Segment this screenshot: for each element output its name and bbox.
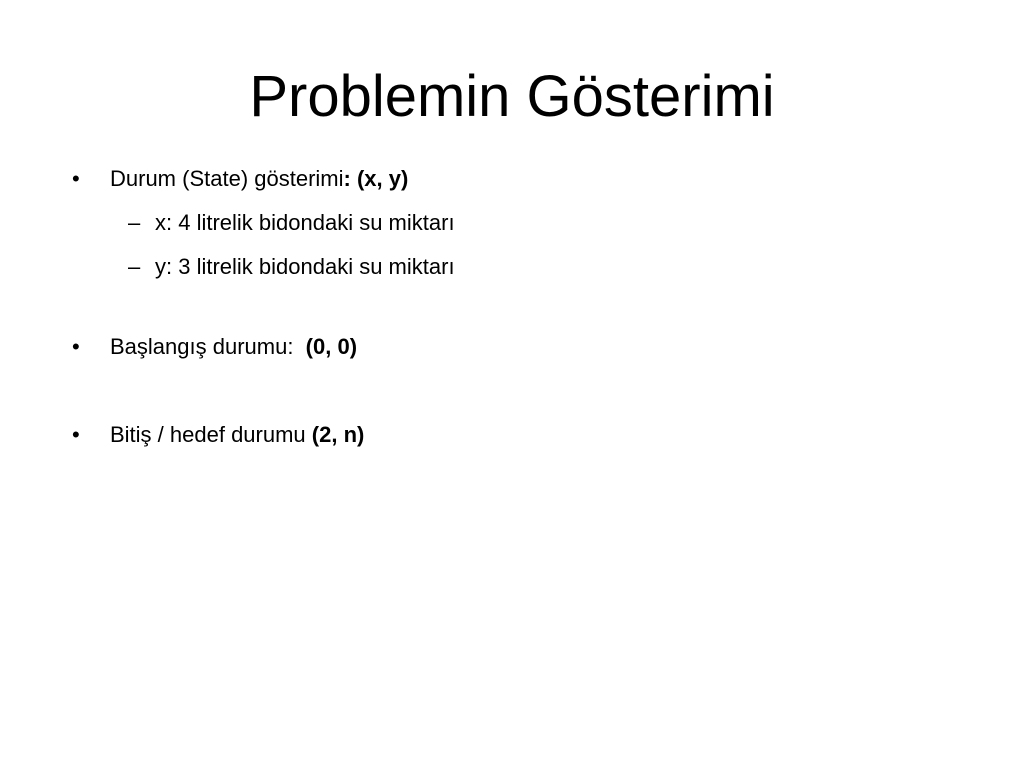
bullet-bold-text: : (x, y) [343,166,409,191]
bullet-text: Bitiş / hedef durumu [110,422,312,447]
subbullet-x [128,210,455,236]
bullet-text: Başlangış durumu: [110,334,306,359]
subbullet-text: y: 3 litrelik bidondaki su miktarı [155,254,455,279]
subbullet-marker: – [128,210,141,235]
bullet-bold-text: (0, 0) [305,334,358,359]
bullet-marker: • [72,422,80,447]
subbullet-y [128,254,455,280]
bullet-initial-state [72,334,358,360]
slide-title: Problemin Gösterimi [249,64,775,129]
bullet-text: Durum (State) gösterimi [110,166,344,191]
bullet-state-representation [72,166,409,192]
bullet-bold-text: (2, n) [311,422,365,447]
bullet-marker: • [72,334,80,359]
subbullet-marker: – [128,254,141,279]
bullet-marker: • [72,166,80,191]
subbullet-text: x: 4 litrelik bidondaki su miktarı [155,210,455,235]
bullet-goal-state [72,422,365,448]
